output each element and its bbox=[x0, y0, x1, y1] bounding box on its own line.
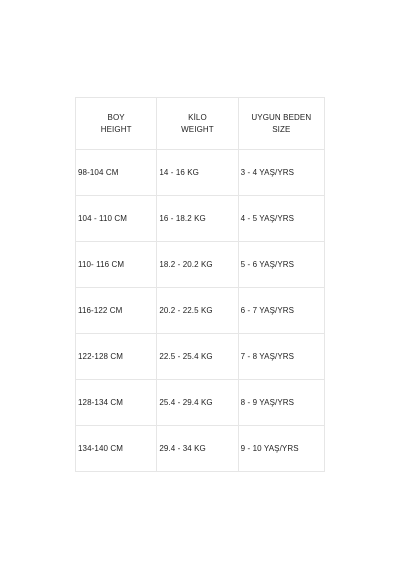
header-size bbox=[238, 98, 324, 150]
header-weight bbox=[157, 98, 238, 150]
table-row bbox=[76, 242, 325, 288]
cell-weight: 18.2 - 20.2 KG bbox=[157, 242, 238, 288]
table-row bbox=[76, 334, 325, 380]
header-weight-en: WEIGHT bbox=[181, 124, 214, 134]
table-row bbox=[76, 150, 325, 196]
cell-size: 8 - 9 YAŞ/YRS bbox=[238, 380, 324, 426]
size-chart-table bbox=[75, 97, 325, 472]
cell-height: 104 - 110 CM bbox=[76, 196, 157, 242]
table-row bbox=[76, 196, 325, 242]
cell-size: 5 - 6 YAŞ/YRS bbox=[238, 242, 324, 288]
cell-size: 7 - 8 YAŞ/YRS bbox=[238, 334, 324, 380]
cell-height: 128-134 CM bbox=[76, 380, 157, 426]
table-row bbox=[76, 426, 325, 472]
cell-height: 116-122 CM bbox=[76, 288, 157, 334]
table-row bbox=[76, 380, 325, 426]
cell-size: 6 - 7 YAŞ/YRS bbox=[238, 288, 324, 334]
header-size-en: SIZE bbox=[272, 124, 291, 134]
header-height-en: HEIGHT bbox=[100, 124, 132, 134]
cell-height: 98-104 CM bbox=[76, 150, 157, 196]
header-height-tr: BOY bbox=[107, 112, 125, 122]
cell-weight: 29.4 - 34 KG bbox=[157, 426, 238, 472]
header-weight-tr: KİLO bbox=[188, 112, 207, 122]
cell-size: 3 - 4 YAŞ/YRS bbox=[238, 150, 324, 196]
header-row bbox=[76, 98, 325, 150]
table-row bbox=[76, 288, 325, 334]
cell-height: 110- 116 CM bbox=[76, 242, 157, 288]
header-size-tr: UYGUN BEDEN bbox=[251, 112, 312, 122]
cell-weight: 20.2 - 22.5 KG bbox=[157, 288, 238, 334]
cell-weight: 25.4 - 29.4 KG bbox=[157, 380, 238, 426]
cell-weight: 22.5 - 25.4 KG bbox=[157, 334, 238, 380]
cell-weight: 14 - 16 KG bbox=[157, 150, 238, 196]
cell-weight: 16 - 18.2 KG bbox=[157, 196, 238, 242]
cell-height: 122-128 CM bbox=[76, 334, 157, 380]
cell-size: 4 - 5 YAŞ/YRS bbox=[238, 196, 324, 242]
header-height bbox=[76, 98, 157, 150]
cell-height: 134-140 CM bbox=[76, 426, 157, 472]
cell-size: 9 - 10 YAŞ/YRS bbox=[238, 426, 324, 472]
